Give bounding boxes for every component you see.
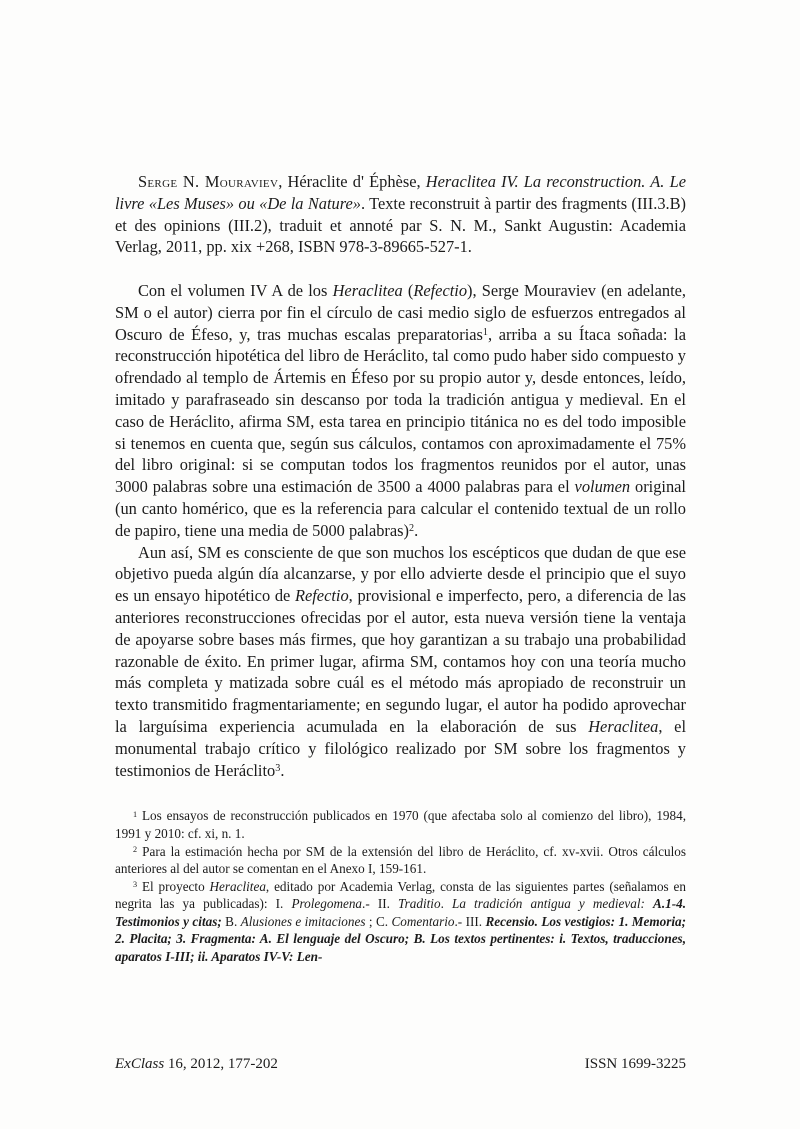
footnote-2: $^2$ Para la estimación hecha por SM de la extensión del libro de Heráclito, cf. xv-xvii. Otros cálculos anteriores al del autor se comentan en el Anexo I, 159-161. <box>115 843 686 877</box>
page-footer <box>115 1054 686 1074</box>
body-paragraph-2: Aun así, SM es consciente de que son muchos los escépticos que dudan de que ese objetivo pueda algún día alcanzarse, y por ello advierte desde el principio que el suyo es un ensayo hipotético de Refectio, provisional e imperfecto, pero, a diferencia de las anteriores reconstrucciones ofrecidas por el autor, esta nueva versión tiene la ventaja de apoyarse sobre bases más firmes, que hoy garantizan a su trabajo una probabilidad razonable de éxito. En primer lugar, afirma SM, contamos hoy con una teoría mucho más completa y matizada sobre cuál es el método más apropiado de reconstruir un texto transmitido fragmentariamente; en segundo lugar, el autor ha podido aprovechar la larguísima experiencia acumulada en la elaboración de sus Heraclitea, el monumental trabajo crítico y filológico realizado por SM sobre los fragmentos y testimonios de Heráclito$^3$. <box>115 542 686 780</box>
journal-citation: ExClass 16, 2012, 177-202 <box>115 1056 278 1072</box>
body-paragraph-1: Con el volumen IV A de los Heraclitea (Refectio), Serge Mouraviev (en adelante, SM o el autor) cierra por fin el círculo de casi medio siglo de esfuerzos entregados al Oscuro de Éfeso, y, tras muchas escalas preparatorias$^1$, arriba a su Ítaca soñada: la reconstrucción hipotética del libro de Heráclito, tal como pudo haber sido compuesto y ofrendado al templo de Ártemis en Éfeso por su propio autor y, desde entonces, leído, imitado y parafraseado sin descanso por toda la tradición antigua y medieval. En el caso de Heráclito, afirma SM, esta tarea en principio titánica no es del todo imposible si tenemos en cuenta que, según sus cálculos, contamos con aproximadamente el 75% del libro original: si se computan todos los fragmentos reunidos por el autor, unas 3000 palabras sobre una estimación de 3500 a 4000 palabras para el volumen original (un canto homérico, que es la referencia para calcular el contenido textual de un rollo de papiro, tiene una media de 5000 palabras)$^2$. <box>115 280 686 540</box>
bibliographic-heading: Serge N. Mouraviev, Héraclite d' Éphèse, Heraclitea IV. La reconstruction. A. Le livre «Les Muses» ou «De la Nature». Texte reconstruit à partir des fragments (III.3.B) et des opinions (III.2), traduit et annoté par S. N. M., Sankt Augustin: Academia Verlag, 2011, pp. xix +268, ISBN 978-3-89665-527-1. <box>115 172 687 257</box>
page-content <box>115 171 686 966</box>
footnotes-section <box>115 807 686 965</box>
footnote-3: $^3$ El proyecto Heraclitea, editado por Academia Verlag, consta de las siguientes partes (señalamos en negrita las ya publicadas): I. Prolegomena.- II. Traditio. La tradición antigua y medieval: A.1-4. Testimonios y citas; B. Alusiones e imitaciones ; C. Comentario.- III. Recensio. Los vestigios: 1. Memoria; 2. Placita; 3. Fragmenta: A. El lenguaje del Oscuro; B. Los textos pertinentes: i. Textos, traducciones, aparatos I-III; ii. Aparatos IV-V: Len- <box>115 878 687 965</box>
review-body <box>115 280 686 781</box>
footnote-1: $^1$ Los ensayos de reconstrucción publicados en 1970 (que afectaba solo al comienzo del libro), 1984, 1991 y 2010: cf. xi, n. 1. <box>115 808 686 841</box>
issn-label: ISSN 1699-3225 <box>584 1056 686 1072</box>
